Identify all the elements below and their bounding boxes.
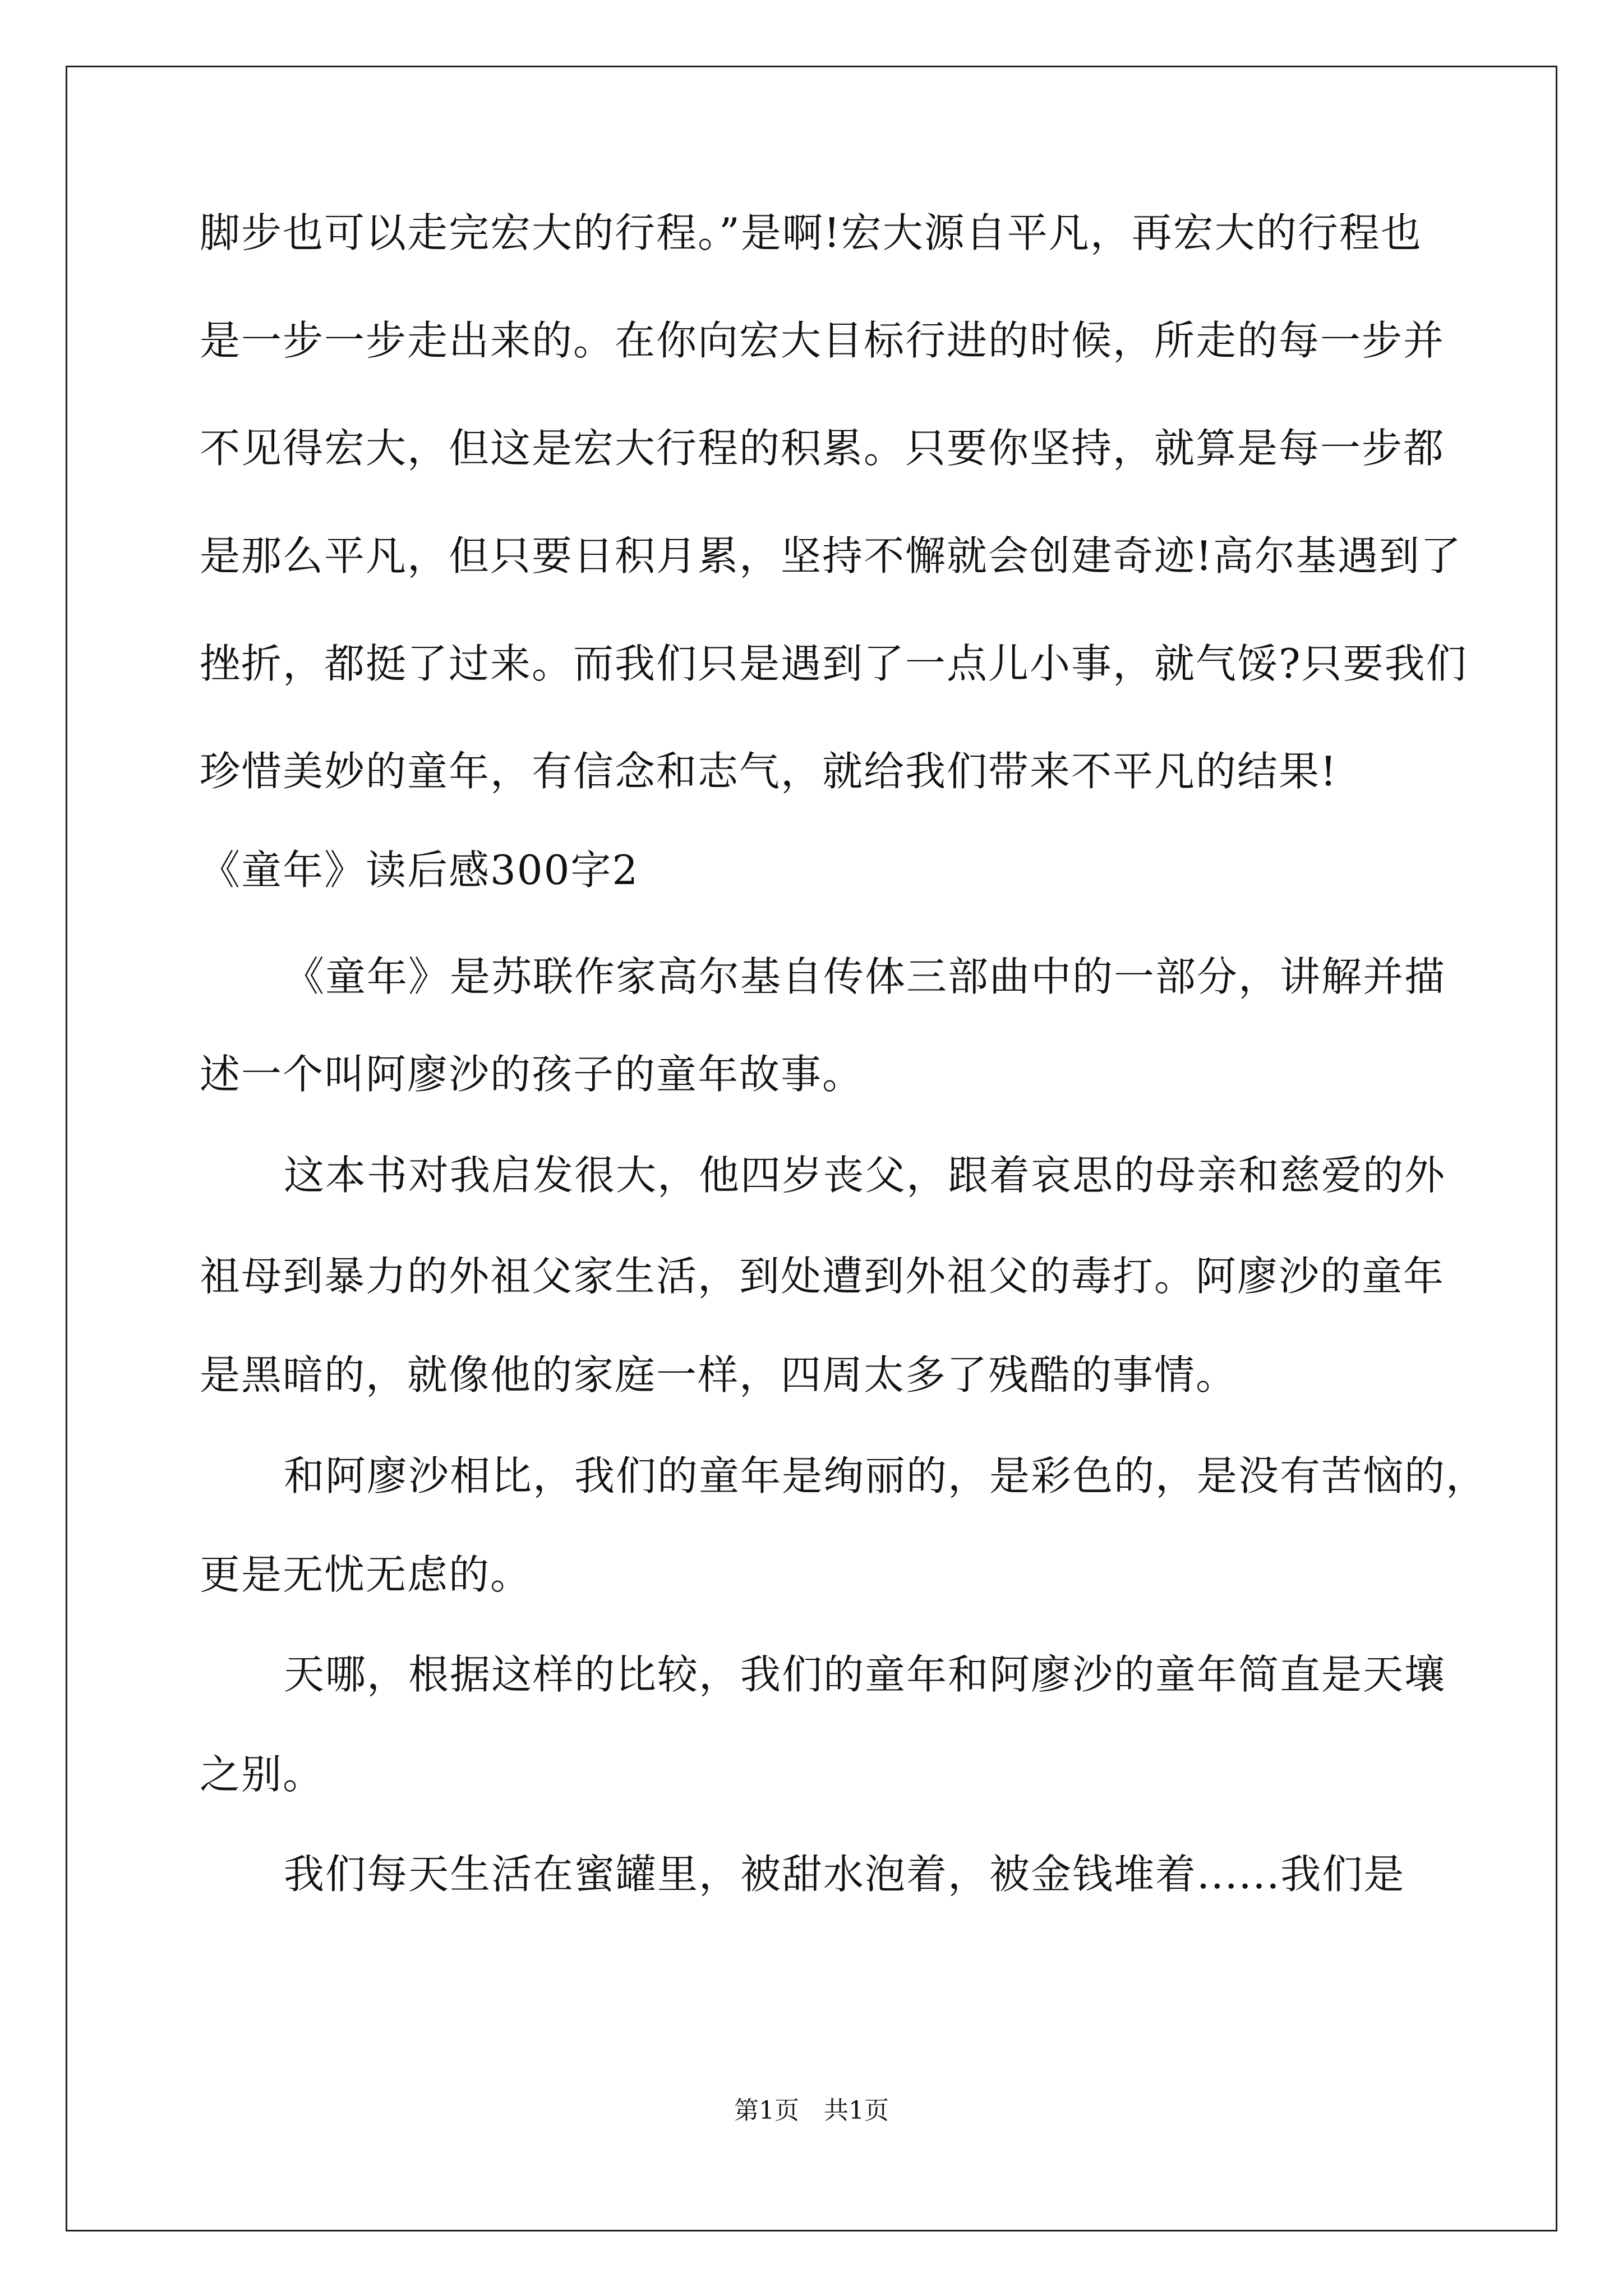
- page-number-footer: 第1页 共1页: [734, 2096, 889, 2125]
- text-line: 更是无忧无虑的。: [200, 1551, 532, 1598]
- page-border: [66, 66, 1557, 2231]
- text-line: 祖母到暴力的外祖父家生活，到处遭到外祖父的毒打。阿廖沙的童年: [200, 1253, 1445, 1300]
- text-line: 不见得宏大，但这是宏大行程的积累。只要你坚持，就算是每一步都: [200, 425, 1445, 472]
- paragraph-first-line: 天哪，根据这样的比较，我们的童年和阿廖沙的童年简直是天壤: [284, 1651, 1446, 1698]
- text-line: 是黑暗的，就像他的家庭一样，四周太多了残酷的事情。: [200, 1351, 1238, 1398]
- text-line: 是一步一步走出来的。在你向宏大目标行进的时候，所走的每一步并: [200, 317, 1445, 364]
- text-line: 珍惜美妙的童年，有信念和志气，就给我们带来不平凡的结果!: [200, 748, 1338, 795]
- paragraph-first-line: 《童年》是苏联作家高尔基自传体三部曲中的一部分，讲解并描: [284, 953, 1446, 1000]
- section-heading: 《童年》读后感300字2: [200, 846, 639, 894]
- paragraph-first-line: 我们每天生活在蜜罐里，被甜水泡着，被金钱堆着......我们是: [284, 1851, 1405, 1898]
- text-line: 脚步也可以走完宏大的行程。”是啊!宏大源自平凡，再宏大的行程也: [200, 209, 1422, 256]
- text-line: 挫折，都挺了过来。而我们只是遇到了一点儿小事，就气馁?只要我们: [200, 640, 1468, 687]
- paragraph-first-line: 和阿廖沙相比，我们的童年是绚丽的，是彩色的，是没有苦恼的，: [284, 1452, 1488, 1499]
- text-line: 是那么平凡，但只要日积月累，坚持不懈就会创建奇迹!高尔基遇到了: [200, 532, 1462, 579]
- text-line: 之别。: [200, 1751, 325, 1798]
- text-line: 述一个叫阿廖沙的孩子的童年故事。: [200, 1051, 864, 1098]
- paragraph-first-line: 这本书对我启发很大，他四岁丧父，跟着哀思的母亲和慈爱的外: [284, 1152, 1446, 1199]
